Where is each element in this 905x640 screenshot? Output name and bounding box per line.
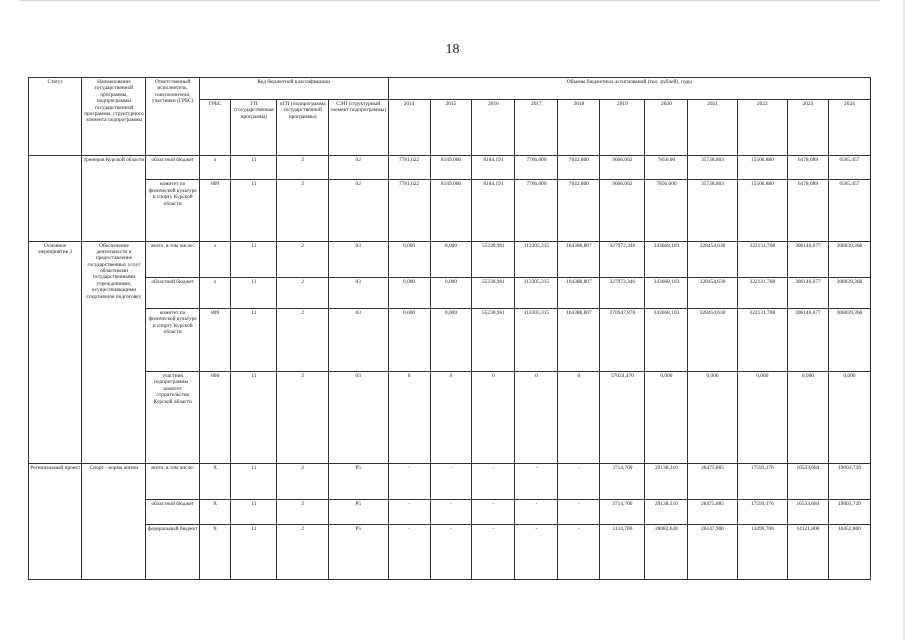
value-cell: 0 <box>558 372 600 464</box>
value-cell: - <box>472 463 515 500</box>
table-row <box>29 241 871 278</box>
sep-cell: 03 <box>328 278 388 309</box>
value-cell: 0,000 <box>788 372 829 464</box>
value-cell: 328454,630 <box>688 241 737 278</box>
header-volumes: Объемы бюджетных ассигнований (тыс. рублей), годы <box>388 78 870 100</box>
table-row <box>29 500 871 524</box>
executor-cell: комитет по физической культуре и спорту Курской области <box>146 180 199 241</box>
value-cell: 0,000 <box>430 241 472 278</box>
table-row <box>29 156 871 180</box>
gp-cell: 11 <box>231 463 277 500</box>
grbs-cell: 809 <box>199 180 230 241</box>
gp-cell: 11 <box>231 372 277 464</box>
value-cell: 55230,961 <box>472 278 515 309</box>
executor-cell: областной бюджет <box>146 500 199 524</box>
header-year: 2017 <box>515 100 558 156</box>
value-cell: 3114,700 <box>600 524 645 579</box>
pgp-cell: 2 <box>277 180 328 241</box>
value-cell: 19003,729 <box>828 500 870 524</box>
grbs-cell: х <box>199 156 230 180</box>
sep-cell: 03 <box>328 308 388 371</box>
table-body <box>29 156 871 580</box>
value-cell: 28475,885 <box>688 500 737 524</box>
budget-table <box>28 77 871 580</box>
value-cell: - <box>558 524 600 579</box>
grbs-cell: 808 <box>199 372 230 464</box>
program-name-cell: Спорт - норма жизни <box>82 463 146 579</box>
value-cell: 7781,622 <box>388 156 430 180</box>
value-cell: 343668,103 <box>645 241 688 278</box>
value-cell: - <box>388 524 430 579</box>
value-cell: 55230,961 <box>472 241 515 278</box>
header-year: 2022 <box>737 100 787 156</box>
value-cell: 308039,368 <box>828 308 870 371</box>
value-cell: 327972,346 <box>600 278 645 309</box>
scan-artifact-top <box>20 0 880 1</box>
value-cell: 0,000 <box>430 278 472 309</box>
gp-cell: 11 <box>231 524 277 579</box>
value-cell: 15506,880 <box>737 156 787 180</box>
header-year: 2016 <box>472 100 515 156</box>
executor-cell: комитет по физической культуре и спорту Курской области <box>146 308 199 371</box>
status-cell: Региональный проект <box>29 463 82 579</box>
program-name-cell: Обеспечение деятельности и предоставление государственных услуг областными государственными учреждениями, осуществляющими спортивную подготовку <box>82 241 146 463</box>
header-pgp: пГП (подпрограмма государственной программы) <box>277 100 328 156</box>
header-year: 2015 <box>430 100 472 156</box>
executor-cell: областной бюджет <box>146 156 199 180</box>
value-cell: - <box>388 463 430 500</box>
header-status: Статус <box>29 78 82 156</box>
value-cell: - <box>472 524 515 579</box>
pgp-cell: 2 <box>277 524 328 579</box>
table-row <box>29 524 871 579</box>
value-cell: 3714,700 <box>600 500 645 524</box>
value-cell: 8184,191 <box>472 156 515 180</box>
value-cell: 0 <box>472 372 515 464</box>
value-cell: 308039,368 <box>828 241 870 278</box>
value-cell: 35738,803 <box>688 156 737 180</box>
value-cell: 7706,000 <box>515 156 558 180</box>
value-cell: 306146,677 <box>788 308 829 371</box>
gp-cell: 11 <box>231 156 277 180</box>
value-cell: 16533,684 <box>788 463 829 500</box>
grbs-cell: Х <box>199 463 230 500</box>
header-name: Наименование государственной программы, подпрограммы государственной программы, структурного элемента подпрограммы <box>82 78 146 156</box>
value-cell: - <box>558 463 600 500</box>
header-sep: СЭП (структурный элемент подпрограммы) <box>328 100 388 156</box>
value-cell: - <box>430 463 472 500</box>
value-cell: 29138,310 <box>645 500 688 524</box>
value-cell: 9606,062 <box>600 180 645 241</box>
gp-cell: 11 <box>231 241 277 278</box>
value-cell: 7642,800 <box>558 180 600 241</box>
value-cell: 28082,628 <box>645 524 688 579</box>
value-cell: 7706,000 <box>515 180 558 241</box>
sep-cell: P5 <box>328 524 388 579</box>
header-year: 2018 <box>558 100 600 156</box>
value-cell: 0,000 <box>645 372 688 464</box>
grbs-cell: х <box>199 241 230 278</box>
status-cell: Основное мероприятие 3 <box>29 241 82 463</box>
gp-cell: 11 <box>231 500 277 524</box>
value-cell: 0,000 <box>828 372 870 464</box>
value-cell: 270947,876 <box>600 308 645 371</box>
value-cell: 7642,800 <box>558 156 600 180</box>
executor-cell: федеральный бюджет <box>146 524 199 579</box>
pgp-cell: 2 <box>277 372 328 464</box>
sep-cell: 02 <box>328 156 388 180</box>
grbs-cell: Х <box>199 500 230 524</box>
status-cell <box>29 156 82 242</box>
value-cell: 0,000 <box>388 241 430 278</box>
pgp-cell: 2 <box>277 463 328 500</box>
value-cell: 8149,000 <box>430 156 472 180</box>
value-cell: 13499,700 <box>737 524 787 579</box>
value-cell: 164388,807 <box>558 308 600 371</box>
value-cell: 14121,800 <box>788 524 829 579</box>
value-cell: - <box>515 524 558 579</box>
table-row <box>29 372 871 464</box>
value-cell: 0,000 <box>388 308 430 371</box>
table-row <box>29 308 871 371</box>
value-cell: 7856,00 <box>645 156 688 180</box>
value-cell: 306146,677 <box>788 241 829 278</box>
header-year: 2019 <box>600 100 645 156</box>
value-cell: 113305,315 <box>515 308 558 371</box>
value-cell: 8184,191 <box>472 180 515 241</box>
value-cell: 57024,470 <box>600 372 645 464</box>
table-row <box>29 180 871 241</box>
value-cell: 113305,315 <box>515 241 558 278</box>
value-cell: 327972,346 <box>600 241 645 278</box>
header-year: 2021 <box>688 100 737 156</box>
value-cell: - <box>515 463 558 500</box>
value-cell: - <box>558 500 600 524</box>
executor-cell: всего, в том числе: <box>146 463 199 500</box>
value-cell: 16452,800 <box>828 524 870 579</box>
value-cell: 113305,315 <box>515 278 558 309</box>
gp-cell: 11 <box>231 278 277 309</box>
value-cell: - <box>430 524 472 579</box>
value-cell: 17593,176 <box>737 463 787 500</box>
value-cell: 6505,457 <box>828 156 870 180</box>
grbs-cell: Х <box>199 524 230 579</box>
header-gp: ГП (государственная программа) <box>231 100 277 156</box>
table-row <box>29 463 871 500</box>
pgp-cell: 2 <box>277 241 328 278</box>
pgp-cell: 2 <box>277 308 328 371</box>
value-cell: 26147,900 <box>688 524 737 579</box>
value-cell: 322131,708 <box>737 241 787 278</box>
grbs-cell: 809 <box>199 308 230 371</box>
value-cell: - <box>515 500 558 524</box>
value-cell: 6505,457 <box>828 180 870 241</box>
gp-cell: 11 <box>231 308 277 371</box>
value-cell: 164388,807 <box>558 241 600 278</box>
executor-cell: участник подпрограммы - комитет строительства Курской области <box>146 372 199 464</box>
sep-cell: 03 <box>328 372 388 464</box>
value-cell: - <box>430 500 472 524</box>
grbs-cell: х <box>199 278 230 309</box>
value-cell: 6478,689 <box>788 156 829 180</box>
gp-cell: 11 <box>231 180 277 241</box>
value-cell: - <box>472 500 515 524</box>
value-cell: 15506,880 <box>737 180 787 241</box>
value-cell: 343668,103 <box>645 308 688 371</box>
value-cell: 6478,689 <box>788 180 829 241</box>
value-cell: 28475,885 <box>688 463 737 500</box>
value-cell: 0 <box>515 372 558 464</box>
value-cell: 16533,684 <box>788 500 829 524</box>
value-cell: 0,000 <box>688 372 737 464</box>
value-cell: 308039,368 <box>828 278 870 309</box>
executor-cell: всего, в том числе: <box>146 241 199 278</box>
program-name-cell: тренеров Курской области <box>82 156 146 242</box>
header-row-1 <box>29 78 871 100</box>
sep-cell: 02 <box>328 180 388 241</box>
sep-cell: P5 <box>328 463 388 500</box>
value-cell: 328454,630 <box>688 308 737 371</box>
value-cell: 343668,103 <box>645 278 688 309</box>
value-cell: 8149,000 <box>430 180 472 241</box>
value-cell: 35738,803 <box>688 180 737 241</box>
header-year: 2024 <box>828 100 870 156</box>
value-cell: 29138,310 <box>645 463 688 500</box>
value-cell: 19003,729 <box>828 463 870 500</box>
table-row <box>29 278 871 309</box>
sep-cell: P5 <box>328 500 388 524</box>
page-number: 18 <box>445 42 460 57</box>
value-cell: 0,000 <box>430 308 472 371</box>
pgp-cell: 2 <box>277 500 328 524</box>
value-cell: - <box>388 500 430 524</box>
value-cell: 55230,961 <box>472 308 515 371</box>
value-cell: 7856,000 <box>645 180 688 241</box>
value-cell: 328454,630 <box>688 278 737 309</box>
value-cell: 322131,708 <box>737 278 787 309</box>
value-cell: 7781,622 <box>388 180 430 241</box>
pgp-cell: 2 <box>277 156 328 180</box>
header-year: 2023 <box>788 100 829 156</box>
header-year: 2014 <box>388 100 430 156</box>
executor-cell: областной бюджет <box>146 278 199 309</box>
value-cell: 9606,062 <box>600 156 645 180</box>
value-cell: 0,000 <box>737 372 787 464</box>
header-budget-code: Код бюджетной классификации <box>199 78 388 100</box>
value-cell: 306146,677 <box>788 278 829 309</box>
value-cell: 17593,176 <box>737 500 787 524</box>
sep-cell: 03 <box>328 241 388 278</box>
value-cell: 0 <box>430 372 472 464</box>
pgp-cell: 2 <box>277 278 328 309</box>
value-cell: 322131,708 <box>737 308 787 371</box>
header-executor: Ответственный исполнитель, соисполнители, участники (ГРБС) <box>146 78 199 156</box>
value-cell: 0,000 <box>388 278 430 309</box>
value-cell: 0 <box>388 372 430 464</box>
value-cell: 164388,807 <box>558 278 600 309</box>
header-grbs: ГРБС <box>199 100 230 156</box>
header-year: 2020 <box>645 100 688 156</box>
value-cell: 3714,700 <box>600 463 645 500</box>
